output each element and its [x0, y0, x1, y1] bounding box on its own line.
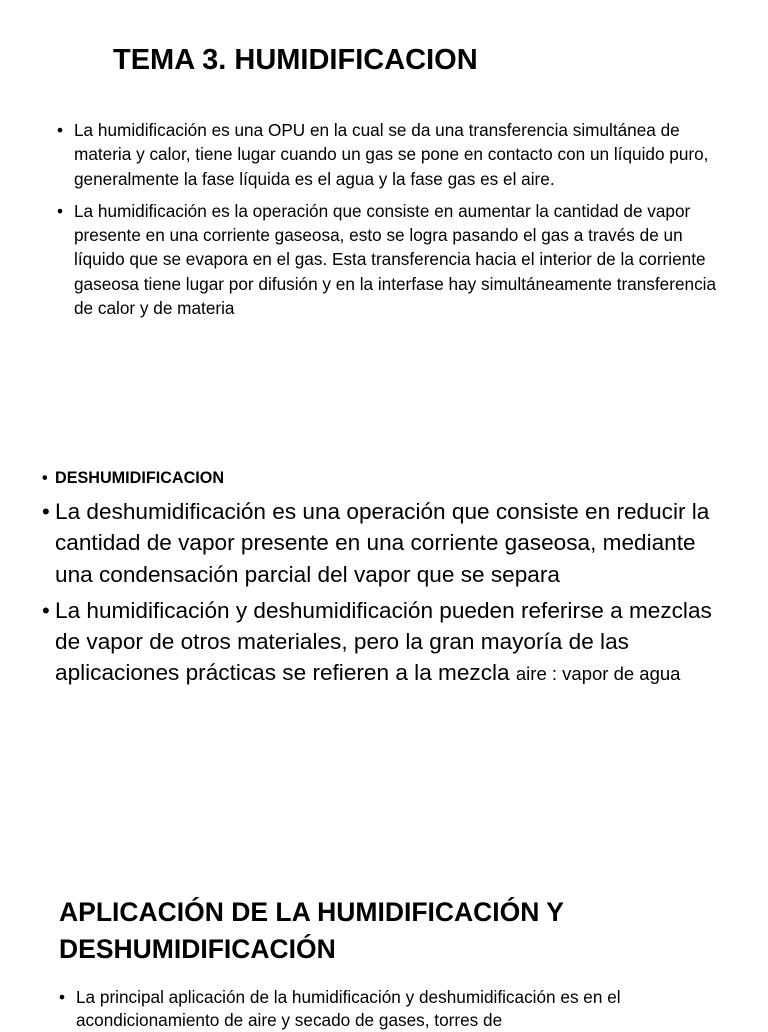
section-label: [42, 466, 732, 490]
list-item-text: La humidificación es la operación que consiste en aumentar la cantidad de vapor presente en una corriente gaseosa, esto se logra pasando el gas a través de un líquido que se evapora en el gas. Esta transferencia hacia el interior de la corriente gaseosa tiene lugar por difusión y en la interfase hay simultáneamente transferencia de calor y de materia: [74, 200, 717, 319]
bullet-icon: •: [42, 499, 50, 524]
list-item-text: La deshumidificación es una operación que consiste en reducir la cantidad de vapor presente en una corriente gaseosa, mediante una condensación parcial del vapor que se separa: [55, 499, 710, 587]
list-item: [57, 118, 717, 191]
list-item-text: La principal aplicación de la humidificación y deshumidificación es en el acondicionamiento de aire y secado de gases, torres de: [76, 987, 621, 1030]
humidification-definition-list: [57, 118, 717, 328]
bullet-icon: •: [57, 200, 64, 221]
bullet-icon: •: [57, 120, 64, 140]
list-item: [42, 595, 732, 690]
list-item: [57, 199, 717, 320]
list-item-text-tail: aire : vapor de agua: [515, 663, 681, 685]
dehumidification-list: [42, 466, 732, 695]
list-item: [59, 986, 749, 1032]
list-item: [42, 496, 732, 590]
applications-list: [59, 986, 749, 1032]
bullet-icon: •: [42, 597, 50, 623]
page-title: TEMA 3. HUMIDIFICACION: [113, 44, 478, 76]
section-label-text: DESHUMIDIFICACION: [55, 469, 225, 487]
bullet-icon: •: [42, 469, 48, 487]
list-item-text: La humidificación y deshumidificación pueden referirse a mezclas de vapor de otros materiales, pero la gran mayoría de las aplicaciones prácticas se refieren a la mezcla: [55, 597, 712, 686]
section-heading: APLICACIÓN DE LA HUMIDIFICACIÓN Y DESHUMIDIFICACIÓN: [59, 897, 564, 964]
bullet-icon: •: [59, 987, 66, 1007]
list-item-text: La humidificación es una OPU en la cual se da una transferencia simultánea de materia y calor, tiene lugar cuando un gas se pone en contacto con un líquido puro, generalmente la fase líquida es el agua y la fase gas es el aire.: [74, 120, 709, 189]
